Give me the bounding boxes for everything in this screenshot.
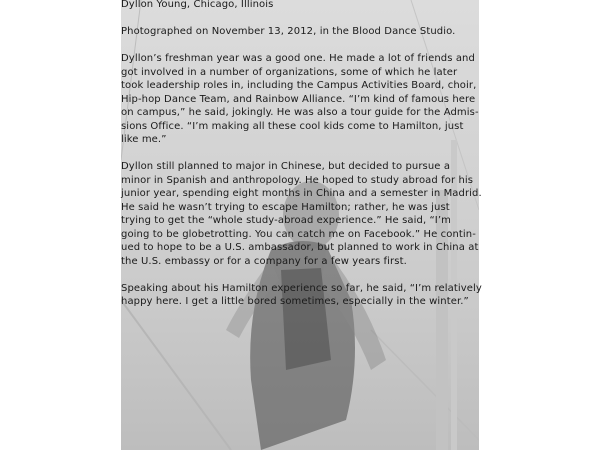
paragraph-study-plans: Dyllon still planned to major in Chinese, but decided to pursue a minor in Spanish and anthropology. He hoped to study abroad for his junior year, spending eight months in China and a semester in Madrid. He said he wasn’t trying to escape Hamilton; rather, he was just trying to get the “whole study-abroad experience.” He said, “I’m going to be globetrotting. You can catch me on Facebook.” He contin- ued to hope to be a U.S. ambassador, but planned to work in China at the U.S. embassy or for a company for a few years first. xyxy=(121,161,482,267)
paragraph-freshman-year: Dyllon’s freshman year was a good one. He made a lot of friends and got involved in a number of organizations, some of which he later took leadership roles in, including the Campus Activities Board, choir, Hip-hop Dance Team, and Rainbow Alliance. “I’m kind of famous here on campus,” he said, jokingly. He was also a tour guide for the Admis- sions Office. “I’m making all these cool kids come to Hamilton, just like me.” xyxy=(121,53,479,145)
caption-name: Dyllon Young, Chicago, Illinois xyxy=(121,0,274,10)
paragraph-hamilton-experience: Speaking about his Hamilton experience so far, he said, “I’m relatively happy here. I get a little bored sometimes, especially in the winter.” xyxy=(121,282,482,307)
article-text xyxy=(121,0,483,322)
caption-photo-date: Photographed on November 13, 2012, in the Blood Dance Studio. xyxy=(121,26,456,37)
